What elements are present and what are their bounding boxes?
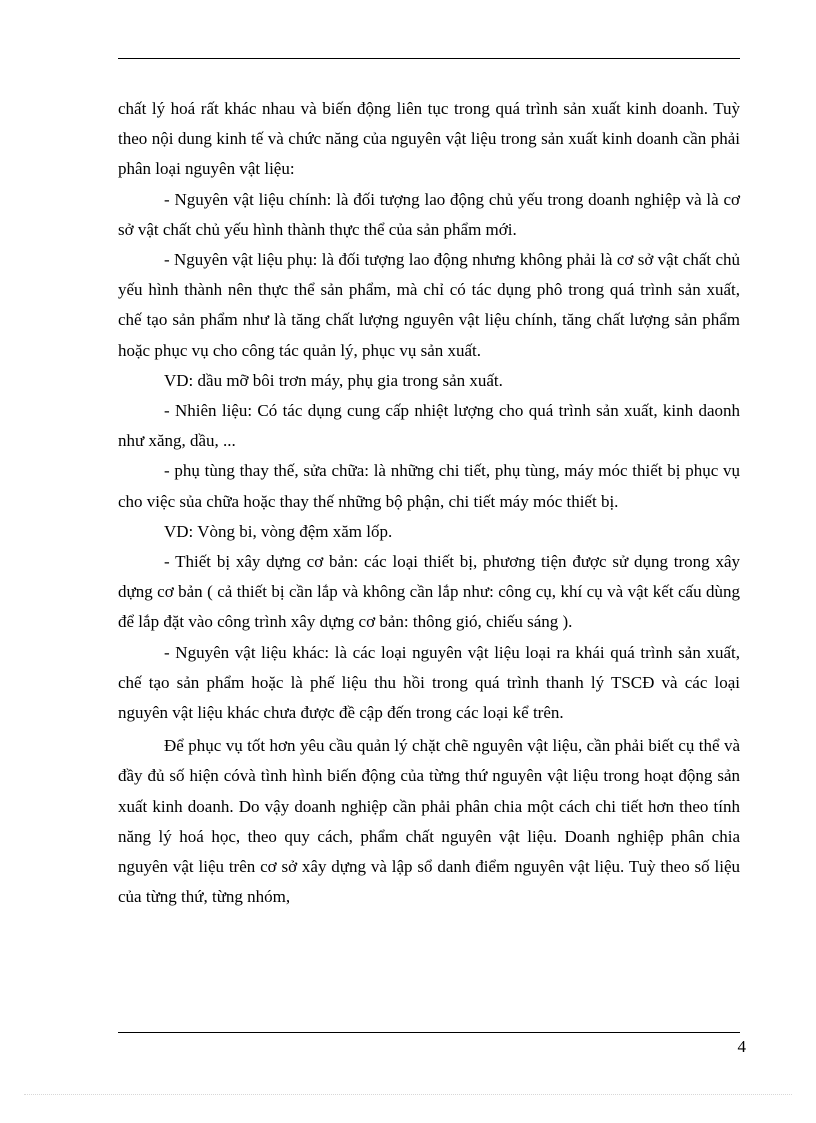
paragraph: - Nguyên vật liệu phụ: là đối tượng lao động nhưng không phải là cơ sở vật chất chủ yếu hình thành nên thực thể sản phẩm, mà chỉ có tác dụng phô trong quá trình sản xuất, chế tạo sản phẩm như là tăng chất lượng nguyên vật liệu chính, tăng chất lượng sản phẩm hoặc phục vụ cho công tác quản lý, phục vụ sản xuất.: [118, 250, 740, 360]
footer-rule: [118, 1032, 740, 1033]
page-number: 4: [737, 1037, 746, 1056]
paragraph: Để phục vụ tốt hơn yêu cầu quản lý chặt chẽ nguyên vật liệu, cần phải biết cụ thể và đầy đủ số hiện cóvà tình hình biến động của từng thứ nguyên vật liệu trong hoạt động sản xuất kinh doanh. Do vậy doanh nghiệp cần phải phân chia một cách chi tiết hơn theo tính năng lý hoá học, theo quy cách, phẩm chất nguyên vật liệu. Doanh nghiệp phân chia nguyên vật liệu trên cơ sở xây dựng và lập sổ danh điểm nguyên vật liệu. Tuỳ theo số liệu của từng thứ, từng nhóm,: [118, 736, 740, 907]
header-rule: [118, 58, 740, 59]
paragraph: - Nguyên vật liệu khác: là các loại nguyên vật liệu loại ra khái quá trình sản xuất, chế tạo sản phẩm hoặc là phế liệu thu hồi trong quá trình thanh lý TSCĐ và các loại nguyên vật liệu khác chưa được đề cập đến trong các loại kể trên.: [118, 642, 740, 723]
paragraph: VD: dầu mỡ bôi trơn máy, phụ gia trong sản xuất.: [164, 370, 503, 390]
paragraph: chất lý hoá rất khác nhau và biến động liên tục trong quá trình sản xuất kinh doanh. Tuỳ theo nội dung kinh tế và chức năng của nguyên vật liệu trong sản xuất kinh doanh cần phải phân loại nguyên vật liệu:: [118, 99, 740, 179]
page-edge-divider: [24, 1094, 792, 1095]
paragraph: - Thiết bị xây dựng cơ bản: các loại thiết bị, phương tiện được sử dụng trong xây dựng cơ bản ( cả thiết bị cần lắp và không cần lắp như: công cụ, khí cụ và vật kết cấu dùng để lắp đặt vào công trình xây dựng cơ bản: thông gió, chiếu sáng ).: [118, 552, 740, 632]
document-body: [118, 94, 740, 912]
paragraph: - Nguyên vật liệu chính: là đối tượng lao động chủ yếu trong doanh nghiệp và là cơ sở vật chất chủ yếu hình thành thực thể của sản phẩm mới.: [118, 189, 740, 239]
paragraph: - phụ tùng thay thế, sửa chữa: là những chi tiết, phụ tùng, máy móc thiết bị phục vụ cho việc sủa chữa hoặc thay thế những bộ phận, chi tiết máy móc thiết bị.: [118, 461, 740, 511]
paragraph: - Nhiên liệu: Có tác dụng cung cấp nhiệt lượng cho quá trình sản xuất, kinh daonh như xăng, dầu, ...: [118, 401, 740, 451]
paragraph: VD: Vòng bi, vòng đệm xăm lốp.: [164, 521, 393, 541]
